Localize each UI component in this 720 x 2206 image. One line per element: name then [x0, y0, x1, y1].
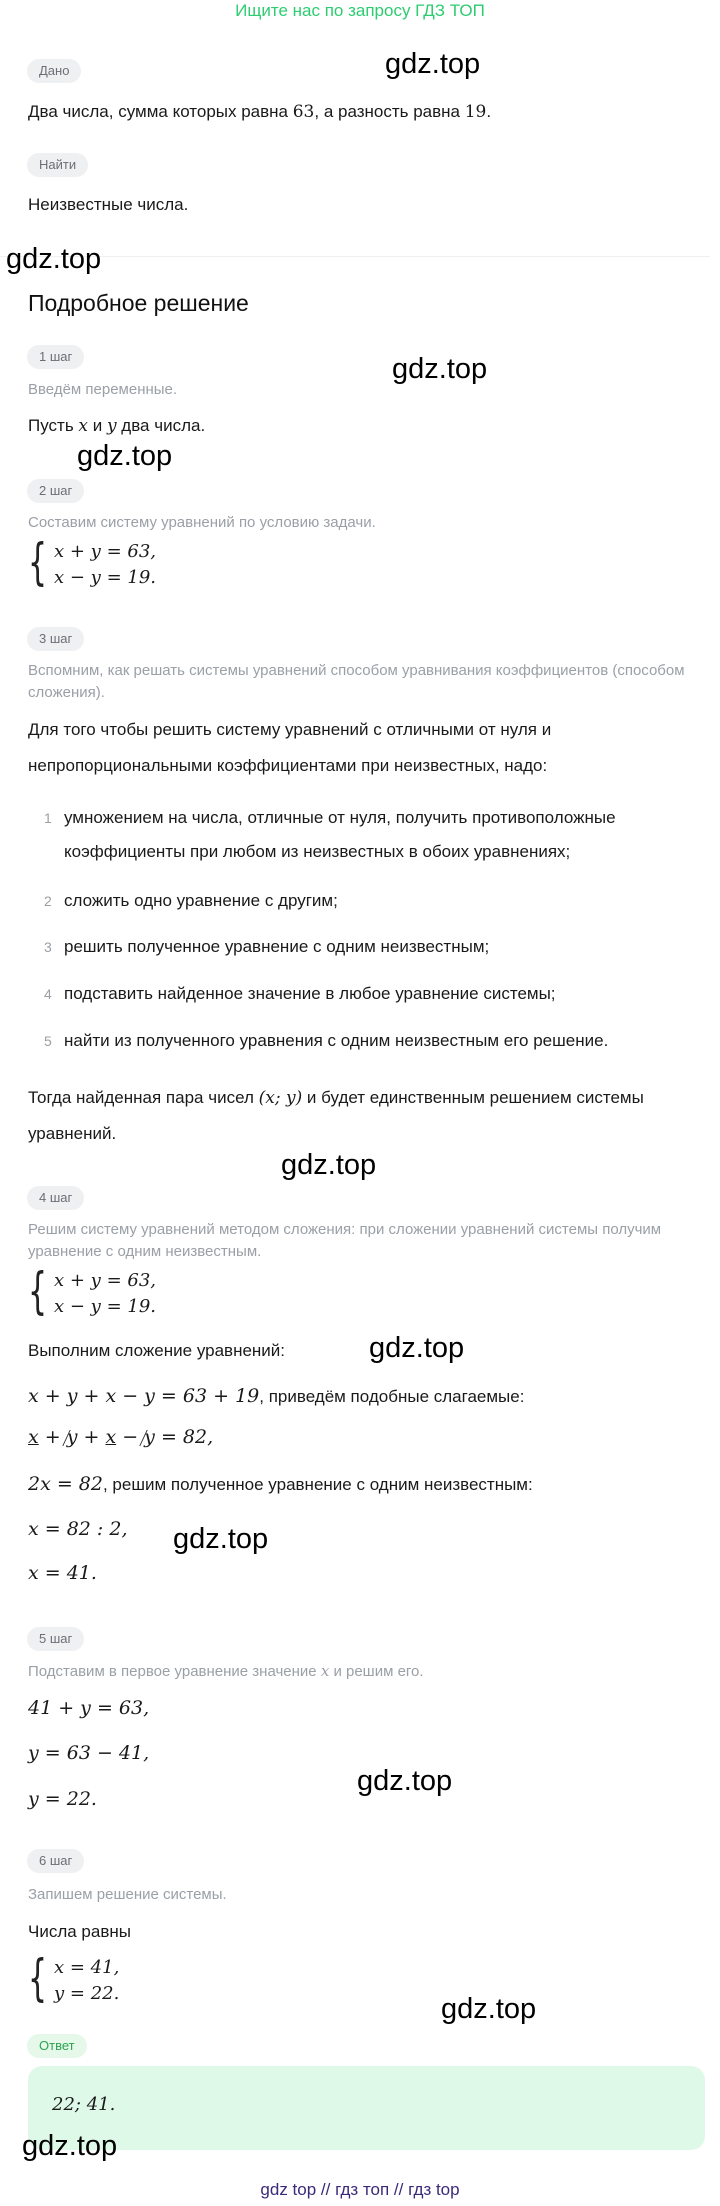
step3-intro: Для того чтобы решить систему уравнений с отличными от нуля и непропорциональными коэффициентами при неизвестных, надо: [28, 720, 552, 775]
footer-links[interactable]: gdz top // гдз топ // гдз top [260, 2180, 460, 2199]
top-banner[interactable]: Ищите нас по запросу ГДЗ ТОП [235, 1, 485, 20]
step2-hint: Составим систему уравнений по условию задачи. [28, 514, 376, 531]
list-item: 5 найти из полученного уравнения с одним неизвестным его решение. [44, 1031, 609, 1050]
given-badge: Дано [27, 59, 81, 83]
step1-text: Пусть x и y два числа. [28, 416, 206, 436]
system-brace: { [28, 533, 48, 591]
step2-badge: 2 шаг [27, 479, 84, 503]
list-item: 2 сложить одно уравнение с другим; [44, 891, 338, 910]
system-eq2: y = 22. [54, 1983, 120, 2004]
find-badge: Найти [27, 153, 88, 177]
solution-title: Подробное решение [28, 290, 249, 316]
watermark: gdz.top [22, 2130, 118, 2162]
step5-hint: Подставим в первое уравнение значение x и решим его. [28, 1662, 424, 1680]
step5-line3: y = 22. [28, 1788, 97, 1810]
given-text: Два числа, сумма которых равна 63, а разность равна 19. [28, 102, 492, 122]
step4-add-text: Выполним сложение уравнений: [28, 1341, 286, 1360]
section-divider [0, 256, 710, 257]
system-eq2: x − y = 19. [54, 567, 156, 588]
step6-hint: Запишем решение системы. [28, 1886, 227, 1903]
step4-line2: x + y + x − y = 82, [28, 1426, 214, 1448]
answer-box [28, 2066, 705, 2150]
step3-conclusion: Тогда найденная пара чисел (x; y) и будет единственным решением системы уравнений. [28, 1088, 644, 1143]
step3-badge: 3 шаг [27, 627, 84, 651]
step5-badge: 5 шаг [27, 1627, 84, 1651]
step4-line5: x = 41. [28, 1562, 97, 1584]
watermark: gdz.top [6, 243, 102, 275]
list-item: 3 решить полученное уравнение с одним неизвестным; [44, 937, 490, 956]
system-eq1: x + y = 63, [54, 1270, 156, 1291]
watermark: gdz.top [441, 1993, 537, 2025]
watermark: gdz.top [385, 48, 481, 80]
step1-hint: Введём переменные. [28, 381, 178, 398]
answer-value: 22; 41. [52, 2094, 116, 2115]
system-brace: { [28, 1949, 48, 2007]
system-brace: { [28, 1262, 48, 1320]
find-text: Неизвестные числа. [28, 195, 189, 214]
list-item: 4 подставить найденное значение в любое уравнение системы; [44, 984, 556, 1003]
watermark: gdz.top [369, 1332, 465, 1364]
step6-text: Числа равны [28, 1922, 131, 1941]
watermark: gdz.top [392, 353, 488, 385]
step5-line1: 41 + y = 63, [28, 1697, 150, 1719]
list-item: 1 умножением на числа, отличные от нуля, получить противоположные коэффициенты при любом из неизвестных в обоих уравнениях; [44, 808, 616, 861]
system-eq1: x = 41, [54, 1957, 120, 1978]
step4-hint: Решим систему уравнений методом сложения: при сложении уравнений системы получим уравнение с одним неизвестным. [28, 1221, 662, 1260]
watermark: gdz.top [173, 1523, 269, 1555]
watermark: gdz.top [281, 1149, 377, 1181]
step5-line2: y = 63 − 41, [28, 1742, 150, 1764]
step6-badge: 6 шаг [27, 1849, 84, 1873]
step4-line4: x = 82 : 2, [28, 1518, 128, 1540]
system-eq2: x − y = 19. [54, 1296, 156, 1317]
step4-line3: 2x = 82, решим полученное уравнение с одним неизвестным: [28, 1473, 533, 1495]
system-eq1: x + y = 63, [54, 541, 156, 562]
step4-badge: 4 шаг [27, 1186, 84, 1210]
step3-hint: Вспомним, как решать системы уравнений способом уравнивания коэффициентов (способом сложения). [28, 662, 685, 701]
step1-badge: 1 шаг [27, 345, 84, 369]
watermark: gdz.top [357, 1765, 453, 1797]
step4-line1: x + y + x − y = 63 + 19, приведём подобные слагаемые: [28, 1385, 525, 1407]
answer-badge: Ответ [27, 2034, 87, 2058]
watermark: gdz.top [77, 440, 173, 472]
